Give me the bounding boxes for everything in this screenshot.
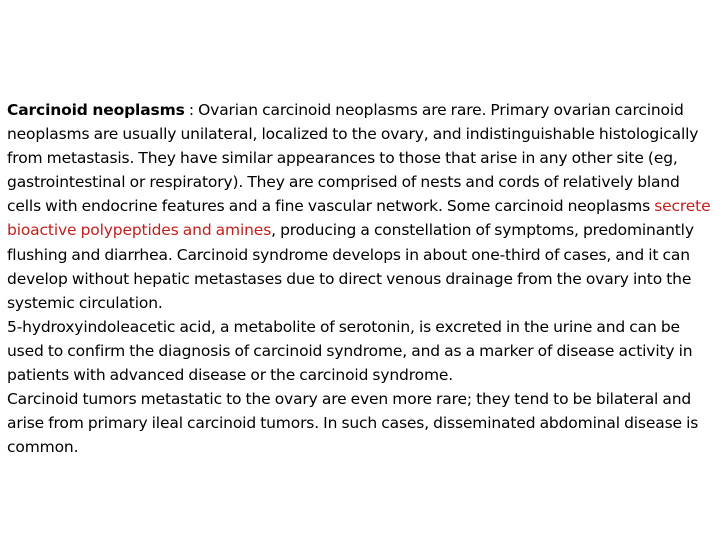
paragraph-1-intro: Ovarian carcinoid neoplasms are rare. Primary ovarian carcinoid neoplasms are usually unilateral, localized to the ovary, and indistinguishable histologically from metastasis. They have similar appearances to those that arise in any other site (eg, gastrointestinal or respiratory). They are comprised of nests and cords of relatively bland cells with endocrine features and a fine vascular network. Some carcinoid neoplasms <box>7 101 699 216</box>
paragraph-1 <box>7 98 715 315</box>
text-block <box>7 98 715 459</box>
paragraph-1-outro: , producing a constellation of symptoms, predominantly flushing and diarrhea. Carcinoid syndrome develops in about one-third of cases, and it can develop without hepatic metastases due to direct venous drainage from the ovary into the systemic circulation. <box>7 221 694 312</box>
paragraph-3: Carcinoid tumors metastatic to the ovary are even more rare; they tend to be bilateral and arise from primary ileal carcinoid tumors. In such cases, disseminated abdominal disease is common. <box>7 390 699 457</box>
paragraph-2: 5-hydroxyindoleacetic acid, a metabolite of serotonin, is excreted in the urine and can be used to confirm the diagnosis of carcinoid syndrome, and as a marker of disease activity in patients with advanced disease or the carcinoid syndrome. <box>7 317 693 385</box>
heading: Carcinoid neoplasms <box>7 101 185 119</box>
highlighted-phrase: secrete bioactive polypeptides and amines <box>7 197 711 240</box>
heading-separator: : <box>184 101 199 119</box>
